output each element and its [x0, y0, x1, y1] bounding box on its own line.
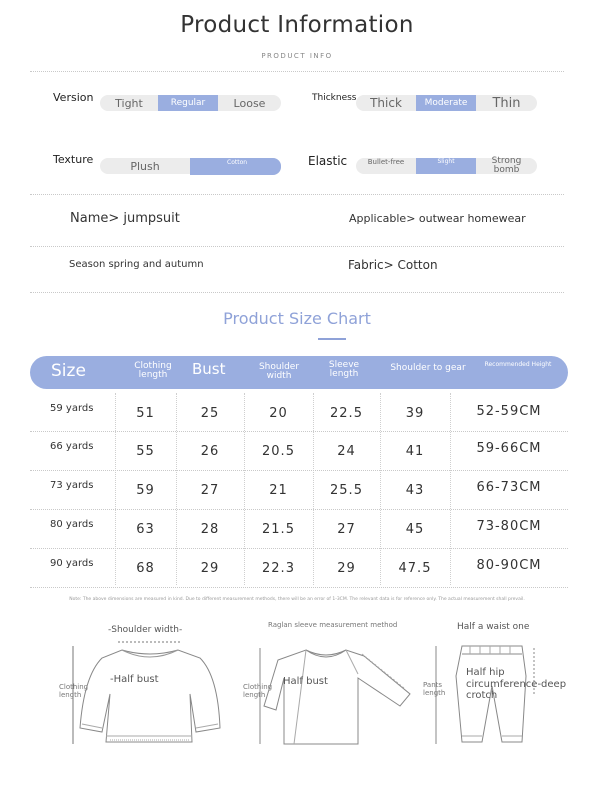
- header-sleeve-length: Sleeve length: [328, 360, 360, 379]
- measurement-note: Note: The above dimensions are measured in kind. Due to different measurement methods, there will be an error of 1-3CM. The relevant data is for reference only. The actual measurement shall prevail.: [69, 597, 525, 602]
- cell-shoulder-to-gear: 41: [405, 444, 425, 459]
- cell-shoulder-to-gear: 45: [405, 522, 425, 537]
- cell-shoulder-width: 22.3: [262, 561, 295, 576]
- table-row: [30, 393, 568, 431]
- table-row: [30, 471, 568, 509]
- thickness-option-moderate: Moderate: [416, 95, 476, 111]
- table-row: [30, 432, 568, 470]
- pants-crotch-label: circumference-deep crotch: [466, 679, 567, 701]
- divider: [30, 246, 564, 247]
- texture-scale: [100, 158, 281, 174]
- pants-length-label: Pants length: [423, 681, 446, 697]
- elastic-option-strong-bomb: Strong bomb: [491, 156, 522, 175]
- texture-option-plush: Plush: [130, 159, 160, 173]
- info-fabric: Fabric> Cotton: [348, 258, 438, 272]
- table-row: [30, 549, 568, 587]
- sweater-length-label: Clothing length: [59, 683, 89, 699]
- cell-shoulder-to-gear: 47.5: [398, 561, 432, 576]
- row-size: 80 yards: [50, 519, 94, 530]
- row-size: 59 yards: [50, 403, 94, 414]
- header-shoulder-width: Shoulder width: [258, 362, 300, 381]
- row-size: 90 yards: [50, 558, 94, 569]
- cell-sleeve-length: 27: [337, 522, 356, 537]
- header-bust: Bust: [192, 360, 226, 378]
- divider: [30, 292, 564, 293]
- cell-bust: 25: [200, 406, 220, 421]
- sweater-shoulder-label: -Shoulder width-: [108, 625, 183, 635]
- divider: [30, 71, 564, 72]
- version-option-loose: Loose: [233, 96, 266, 110]
- cell-bust: 26: [200, 444, 220, 459]
- cell-recommended-height: 66-73CM: [476, 480, 542, 495]
- cell-clothing-length: 55: [136, 444, 155, 459]
- table-row: [30, 510, 568, 548]
- divider: [30, 194, 564, 195]
- cell-clothing-length: 51: [136, 406, 155, 421]
- sweater-diagram: [70, 636, 230, 748]
- raglan-length-label: Clothing length: [243, 683, 273, 699]
- cell-recommended-height: 59-66CM: [476, 441, 542, 456]
- cell-clothing-length: 59: [136, 483, 155, 498]
- cell-shoulder-width: 21.5: [262, 522, 295, 537]
- cell-shoulder-to-gear: 43: [405, 483, 425, 498]
- thickness-option-thick: Thick: [370, 96, 402, 110]
- row-size: 66 yards: [50, 441, 94, 452]
- cell-bust: 27: [200, 483, 220, 498]
- thickness-option-thin: Thin: [492, 95, 521, 111]
- cell-recommended-height: 52-59CM: [476, 404, 542, 419]
- texture-label: Texture: [53, 153, 94, 166]
- cell-clothing-length: 63: [136, 522, 155, 537]
- cell-sleeve-length: 22.5: [330, 406, 363, 421]
- cell-shoulder-to-gear: 39: [405, 406, 425, 421]
- raglan-title-label: Raglan sleeve measurement method: [268, 621, 398, 629]
- cell-sleeve-length: 24: [337, 444, 356, 459]
- version-scale: [100, 95, 281, 111]
- row-size: 73 yards: [50, 480, 94, 491]
- raglan-bust-label: Half bust: [283, 676, 328, 687]
- raglan-diagram: [254, 634, 420, 748]
- header-recommended-height: Recommended Height: [484, 361, 552, 368]
- cell-recommended-height: 80-90CM: [476, 558, 542, 573]
- cell-shoulder-width: 20: [269, 406, 288, 421]
- info-name: Name> jumpsuit: [70, 211, 180, 226]
- cell-clothing-length: 68: [136, 561, 155, 576]
- elastic-option-bullet-free: Bullet-free: [367, 158, 405, 166]
- size-table-header: [30, 356, 568, 389]
- page-title: Product Information: [180, 12, 414, 38]
- version-option-regular: Regular: [158, 95, 218, 111]
- elastic-scale: [356, 158, 537, 174]
- cell-shoulder-width: 21: [269, 483, 288, 498]
- cell-bust: 28: [200, 522, 220, 537]
- info-applicable: Applicable> outwear homewear: [349, 212, 526, 225]
- cell-sleeve-length: 29: [337, 561, 356, 576]
- title-underline: [318, 338, 346, 340]
- cell-bust: 29: [200, 561, 220, 576]
- header-clothing-length: Clothing length: [134, 361, 172, 380]
- size-table-body: [30, 393, 568, 588]
- sweater-bust-label: -Half bust: [110, 674, 159, 685]
- pants-hip-label: Half hip: [466, 667, 505, 678]
- elastic-option-slight: Slight: [416, 158, 476, 174]
- elastic-label: Elastic: [308, 154, 348, 168]
- cell-recommended-height: 73-80CM: [476, 519, 542, 534]
- thickness-label: Thickness: [312, 93, 357, 103]
- cell-sleeve-length: 25.5: [330, 483, 363, 498]
- info-season: Season spring and autumn: [69, 259, 204, 270]
- version-option-tight: Tight: [115, 96, 143, 110]
- thickness-scale: [356, 95, 537, 111]
- header-size: Size: [51, 361, 86, 381]
- pants-waist-label: Half a waist one: [457, 622, 530, 632]
- cell-shoulder-width: 20.5: [262, 444, 295, 459]
- version-label: Version: [53, 91, 94, 104]
- header-shoulder-to-gear: Shoulder to gear: [390, 363, 466, 373]
- texture-option-cotton: Cotton: [190, 158, 281, 175]
- size-chart-title: Product Size Chart: [223, 309, 371, 328]
- page-subtitle: PRODUCT INFO: [261, 52, 333, 60]
